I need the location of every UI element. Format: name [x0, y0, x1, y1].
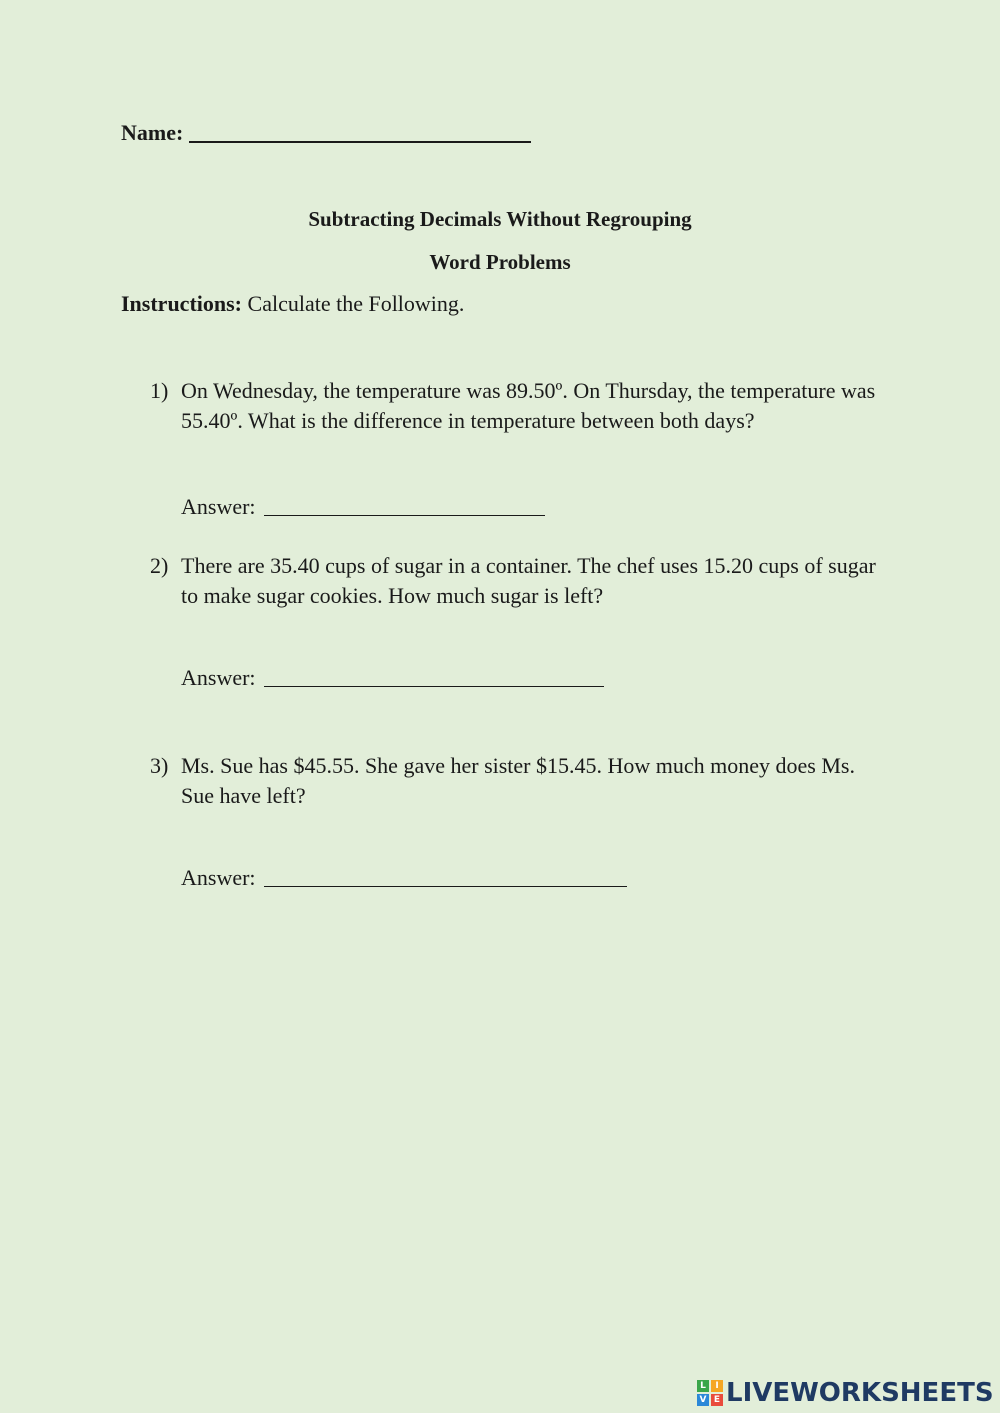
- answer-input-line[interactable]: [264, 495, 545, 516]
- question-1: [150, 376, 890, 435]
- question-2: [150, 551, 890, 610]
- instructions-label: Instructions:: [121, 291, 243, 316]
- answer-row-1: [181, 494, 545, 520]
- question-number: 2): [150, 553, 169, 578]
- answer-input-line[interactable]: [264, 866, 627, 887]
- name-field-row: [121, 120, 531, 146]
- instructions-text: Calculate the Following.: [242, 291, 465, 316]
- worksheet-title: Subtracting Decimals Without Regrouping: [308, 207, 692, 231]
- answer-label: Answer:: [181, 865, 256, 890]
- question-text: There are 35.40 cups of sugar in a container. The chef uses 15.20 cups of sugar to make sugar cookies. How much sugar is left?: [181, 553, 876, 608]
- question-text: Ms. Sue has $45.55. She gave her sister $15.45. How much money does Ms. Sue have left?: [181, 753, 855, 808]
- answer-row-3: [181, 865, 627, 891]
- question-number: 1): [150, 378, 169, 403]
- logo-text: LIVEWORKSHEETS: [726, 1378, 994, 1408]
- worksheet-subtitle: Word Problems: [429, 250, 571, 274]
- question-number: 3): [150, 753, 169, 778]
- name-input-line[interactable]: [189, 119, 531, 143]
- answer-label: Answer:: [181, 494, 256, 519]
- liveworksheets-logo-icon: L I V E: [697, 1380, 723, 1406]
- answer-row-2: [181, 665, 604, 691]
- instructions: [121, 291, 464, 317]
- liveworksheets-logo: [697, 1378, 994, 1408]
- question-3: [150, 751, 890, 810]
- answer-label: Answer:: [181, 665, 256, 690]
- question-text: On Wednesday, the temperature was 89.50º. On Thursday, the temperature was 55.40º. What is the difference in temperature between both days?: [181, 378, 876, 433]
- answer-input-line[interactable]: [264, 666, 604, 687]
- name-label: Name:: [121, 120, 184, 145]
